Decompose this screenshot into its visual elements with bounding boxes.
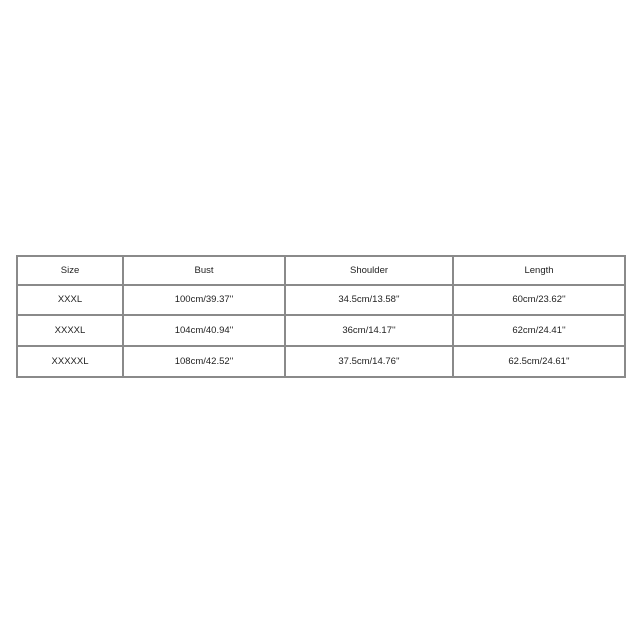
table-row: [18, 316, 626, 347]
cell-size: XXXXXL: [18, 347, 124, 378]
size-chart-table: [16, 255, 626, 378]
header-length: Length: [454, 257, 626, 286]
header-size: Size: [18, 257, 124, 286]
cell-shoulder: 34.5cm/13.58'': [286, 286, 454, 316]
cell-bust: 108cm/42.52'': [124, 347, 286, 378]
cell-length: 60cm/23.62'': [454, 286, 626, 316]
cell-size: XXXL: [18, 286, 124, 316]
table-row: [18, 347, 626, 378]
cell-shoulder: 37.5cm/14.76'': [286, 347, 454, 378]
header-bust: Bust: [124, 257, 286, 286]
cell-size: XXXXL: [18, 316, 124, 347]
cell-length: 62.5cm/24.61'': [454, 347, 626, 378]
cell-length: 62cm/24.41'': [454, 316, 626, 347]
cell-bust: 100cm/39.37'': [124, 286, 286, 316]
table-row: [18, 286, 626, 316]
table-header-row: [18, 257, 626, 286]
header-shoulder: Shoulder: [286, 257, 454, 286]
cell-bust: 104cm/40.94'': [124, 316, 286, 347]
cell-shoulder: 36cm/14.17'': [286, 316, 454, 347]
